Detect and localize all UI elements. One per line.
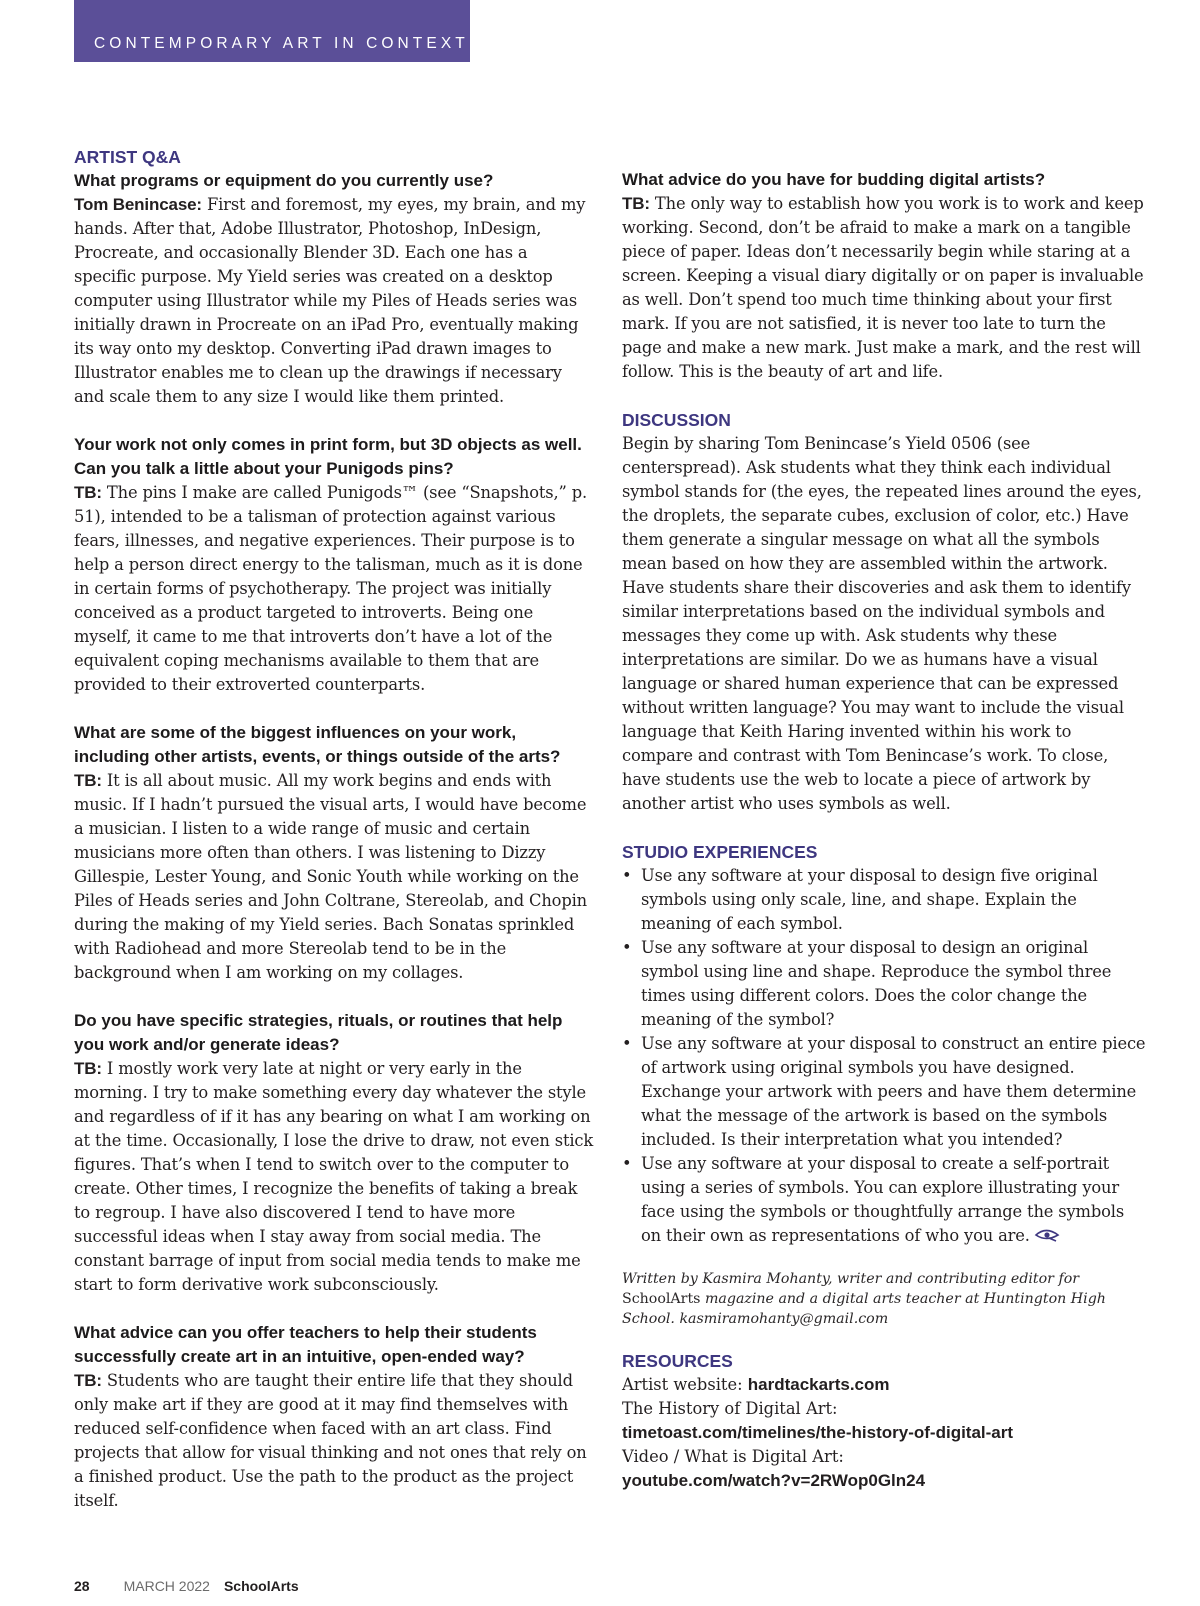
answer-label: TB: (622, 194, 650, 213)
issue-date: MARCH 2022 (123, 1578, 210, 1594)
bullet: • (622, 1034, 632, 1053)
answer-text: First and foremost, my eyes, my brain, and my hands. After that, Adobe Illustrator, Photoshop, InDesign, Procreate, and occasionally Blender 3D. Each one has a specific purpose. My Yield series was created on a desktop computer using Illustrator while my Piles of Heads series was initially drawn in Procreate on an iPad Pro, eventually making its way onto my desktop. Converting iPad drawn images to Illustrator enables me to clean up the drawings if necessary and scale them to any size I would like them printed. (74, 195, 586, 406)
answer-2 (74, 481, 594, 697)
resource-link[interactable]: hardtackarts.com (747, 1374, 890, 1394)
discussion-text: Begin by sharing Tom Benincase’s Yield 0506 (see centerspread). Ask students what they think each individual symbol stands for (the eyes, the repeated lines around the eyes, the droplets, the separate cubes, exclusion of color, etc.) Have them generate a singular message on what all the symbols mean based on how they are assembled within the artwork. Have students share their discoveries and ask them to identify similar interpretations based on the individual symbols and messages they come up with. Ask students why these interpretations are similar. Do we as humans have a visual language or shared human experience that can be expressed without written language? You may want to include the visual language that Keith Haring invented within his work to compare and contrast with Tom Benincase’s work. To close, have students use the web to locate a piece of artwork by another artist who uses symbols as well. (622, 434, 1142, 813)
list-item-text: Use any software at your disposal to create a self-portrait using a series of symbols. You can explore illustrating your face using the symbols or thoughtfully arrange the symbols on their own as representations of who you are. (641, 1154, 1125, 1245)
answer-text: Students who are taught their entire life that they should only make art if they are good at it may find themselves with reduced self-confidence when faced with an art class. Find projects that allow for visual thinking and not ones that rely on a finished product. Use the path to the product as the project itself. (74, 1371, 587, 1510)
resource-link[interactable]: youtube.com/watch?v=2RWop0Gln24 (622, 1470, 926, 1490)
answer-5 (74, 1369, 594, 1513)
question-advice: What advice do you have for budding digital artists? (622, 170, 1046, 189)
artist-qa-heading: ARTIST Q&A (74, 147, 181, 167)
section-banner-label: CONTEMPORARY ART IN CONTEXT (94, 35, 469, 52)
bullet: • (622, 1154, 632, 1173)
answer-label: TB: (74, 1371, 102, 1390)
resource-video-link (622, 1469, 1147, 1493)
answer-label: Tom Benincase: (74, 195, 202, 214)
section-banner (74, 0, 470, 62)
left-column (74, 145, 594, 1513)
list-item (622, 1032, 1147, 1152)
end-mark-icon (1034, 1225, 1060, 1249)
answer-label: TB: (74, 771, 102, 790)
answer-4 (74, 1057, 594, 1297)
page-number: 28 (74, 1578, 90, 1594)
question-1: What programs or equipment do you currently use? (74, 171, 494, 190)
answer-3 (74, 769, 594, 985)
resource-label: Artist website: (622, 1374, 748, 1394)
magazine-name: SchoolArts (223, 1578, 299, 1594)
answer-label: TB: (74, 1059, 102, 1078)
list-item-text: Use any software at your disposal to design an original symbol using line and shape. Reproduce the symbol three times using different colors. Does the color change the meaning of the symbol? (641, 938, 1112, 1029)
resources-heading: RESOURCES (622, 1350, 733, 1371)
list-item (622, 936, 1147, 1032)
list-item-text: Use any software at your disposal to construct an entire piece of artwork using original symbols you have designed. Exchange your artwork with peers and have them determine what the message of the artwork is based on the symbols included. Is their interpretation what you intended? (641, 1034, 1146, 1149)
credit-pre: Written by Kasmira Mohanty, writer and contributing editor for (622, 1270, 1080, 1287)
resource-artist-website (622, 1373, 1147, 1397)
page-footer (74, 1578, 299, 1594)
credit-magazine: SchoolArts (622, 1290, 701, 1307)
bullet: • (622, 866, 632, 885)
question-5: What advice can you offer teachers to help their students successfully create art in an intuitive, open-ended way? (74, 1323, 537, 1366)
credit-post: magazine and a digital arts teacher at Huntington High School. kasmiramohanty@gmail.com (622, 1290, 1106, 1327)
bullet: • (622, 938, 632, 957)
answer-text: I mostly work very late at night or very early in the morning. I try to make something every day whatever the style and regardless of if it has any bearing on what I am working on at the time. Occasionally, I lose the drive to draw, not even stick figures. That’s when I tend to switch over to the computer to create. Other times, I recognize the benefits of taking a break to regroup. I have also discovered I tend to have more successful ideas when I stay away from social media. The constant barrage of input from social media tends to make me start to form derivative work subconsciously. (74, 1059, 594, 1294)
answer-text: The pins I make are called Punigods™ (see “Snapshots,” p. 51), intended to be a talisman of protection against various fears, illnesses, and negative experiences. Their purpose is to help a person direct energy to the talisman, much as it is done in certain forms of psychotherapy. The project was initially conceived as a product targeted to introverts. Being one myself, it came to me that introverts don’t have a lot of the equivalent coping mechanisms available to them that are provided to their extroverted counterparts. (74, 483, 588, 694)
resource-link[interactable]: timetoast.com/timelines/the-history-of-digital-art (622, 1422, 1014, 1442)
question-2: Your work not only comes in print form, but 3D objects as well. Can you talk a little about your Punigods pins? (74, 435, 582, 478)
answer-label: TB: (74, 483, 102, 502)
list-item (622, 1152, 1147, 1249)
list-item-text: Use any software at your disposal to design five original symbols using only scale, line, and shape. Explain the meaning of each symbol. (641, 866, 1098, 933)
resource-history-link (622, 1421, 1147, 1445)
author-credit (622, 1269, 1147, 1329)
answer-text: It is all about music. All my work begins and ends with music. If I hadn’t pursued the visual arts, I would have become a musician. I listen to a wide range of music and certain musicians more often than others. I was listening to Dizzy Gillespie, Lester Young, and Sonic Youth while working on the Piles of Heads series and John Coltrane, Stereolab, and Chopin during the making of my Yield series. Bach Sonatas sprinkled with Radiohead and more Stereolab tend to be in the background when I am working on my collages. (74, 771, 588, 982)
answer-text: The only way to establish how you work is to work and keep working. Second, don’t be afraid to make a mark on a tangible piece of paper. Ideas don’t necessarily begin while staring at a screen. Keeping a visual diary digitally or on paper is invaluable as well. Don’t spend too much time thinking about your first mark. If you are not satisfied, it is never too late to turn the page and make a new mark. Just make a mark, and the rest will follow. This is the beauty of art and life. (622, 194, 1144, 381)
resource-title: The History of Digital Art: (622, 1398, 838, 1418)
list-item (622, 864, 1147, 936)
discussion-heading: DISCUSSION (622, 410, 731, 430)
studio-experiences-list (622, 864, 1147, 1249)
resource-title: Video / What is Digital Art: (622, 1446, 844, 1466)
studio-experiences-heading: STUDIO EXPERIENCES (622, 842, 818, 862)
right-column (622, 168, 1147, 1493)
answer-advice (622, 192, 1147, 384)
question-3: What are some of the biggest influences on your work, including other artists, events, or things outside of the arts? (74, 723, 561, 766)
question-4: Do you have specific strategies, rituals, or routines that help you work and/or generate ideas? (74, 1011, 563, 1054)
answer-1 (74, 193, 594, 409)
